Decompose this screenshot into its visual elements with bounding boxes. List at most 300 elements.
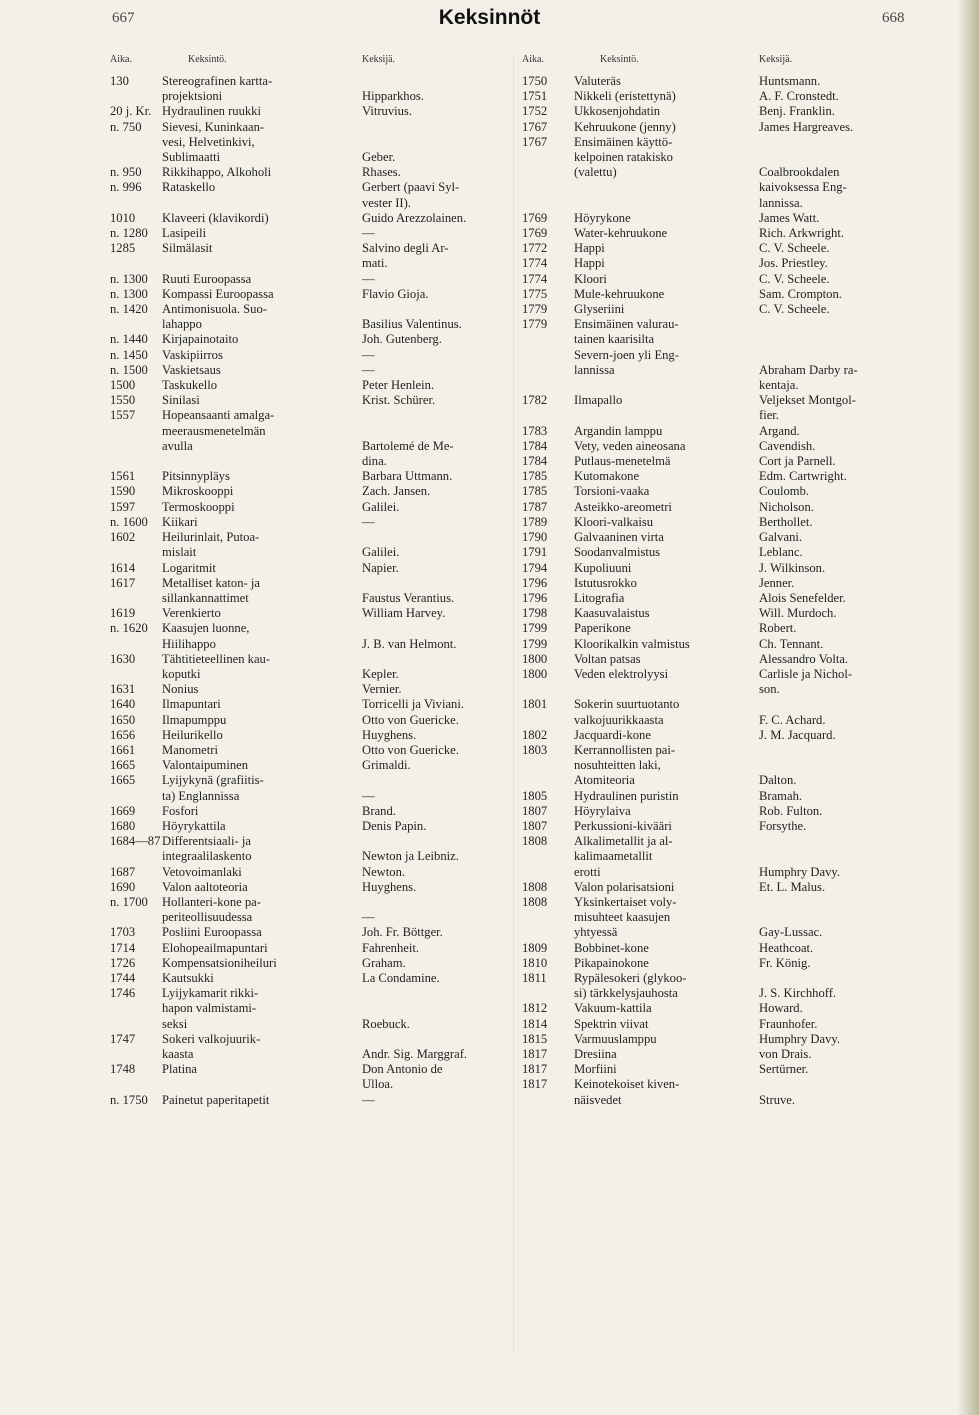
table-row [110,211,512,226]
entry-year: 1808 [522,879,548,894]
entry-year: 1640 [110,697,136,712]
page-header [0,6,979,36]
entry-inventor: Huyghens. [362,727,417,742]
entry-year: 1614 [110,560,136,575]
entry-year: 1794 [522,560,548,575]
entry-year: 1779 [522,302,548,317]
entry-inventor: Carlisle ja Nichol- son. [759,666,853,697]
entry-invention: Lyijykynä (grafiitis- ta) Englannissa [162,773,264,803]
entry-inventor: A. F. Cronstedt. [759,89,839,104]
table-row [522,743,927,789]
table-row [522,500,927,515]
table-row [110,104,512,119]
entry-inventor: Galilei. [362,545,400,560]
table-row [110,1093,512,1108]
entry-year: n. 1420 [110,302,148,317]
entry-inventor: Napier. [362,560,399,575]
entry-year: 130 [110,74,129,88]
table-row [522,104,927,119]
table-row [110,74,512,104]
table-row [110,363,512,378]
entry-year: 1809 [522,940,548,955]
entry-inventor: Coalbrookdalen kaivoksessa Eng- lannissa. [759,165,847,210]
entry-year: 1557 [110,408,136,423]
entry-year: 1783 [522,423,548,438]
table-row [110,819,512,834]
entry-invention: Argandin lamppu [574,423,663,438]
right-column [522,54,927,1108]
entry-invention: Kerrannollisten pai- nosuhteitten laki, Atomiteoria [574,742,676,788]
entry-inventor: Huntsmann. [759,74,821,88]
table-row [522,576,927,591]
entry-inventor: Benj. Franklin. [759,104,835,119]
entry-inventor: — [362,226,375,241]
table-row [110,165,512,180]
table-row [110,652,512,682]
entry-year: 1805 [522,788,548,803]
entry-invention: Perkussioni-kivääri [574,818,672,833]
entry-invention: Ilmapuntari [162,697,221,712]
entry-inventor: C. V. Scheele. [759,302,830,317]
table-row [110,561,512,576]
entry-invention: Litografia [574,590,625,605]
table-row [110,1062,512,1092]
entry-invention: Rataskello [162,180,216,195]
entry-inventor: Salvino degli Ar- mati. [362,241,449,271]
entry-invention: Antimonisuola. Suo- lahappo [162,302,267,332]
entry-year: 1769 [522,210,548,225]
entry-invention: Mule-kehruukone [574,286,665,301]
column-gutter [513,54,514,1354]
table-row [522,287,927,302]
table-row [522,241,927,256]
table-row [110,226,512,241]
book-page-edge [957,0,979,1415]
entry-inventor: Gay-Lussac. [759,925,823,940]
entry-inventor: Jos. Priestley. [759,256,828,271]
entry-invention: Metalliset katon- ja sillankannattimet [162,575,260,605]
table-row [110,956,512,971]
entry-year: 1800 [522,651,548,666]
entry-invention: Vety, veden aineosana [574,438,686,453]
entry-year: 1661 [110,742,136,757]
entry-inventor: Cort ja Parnell. [759,454,836,469]
entry-inventor: C. V. Scheele. [759,241,830,256]
entry-inventor: Ch. Tennant. [759,636,824,651]
entry-inventor: Roebuck. [362,1016,410,1031]
entry-inventor: J. M. Jacquard. [759,727,836,742]
table-row [522,89,927,104]
entry-invention: Ilmapumppu [162,712,227,727]
entry-year: n. 950 [110,165,142,180]
entry-inventor: Newton. [362,864,406,879]
page-number-left: 667 [112,10,135,26]
entry-year: 1744 [110,970,136,985]
entry-inventor: — [362,788,375,803]
entry-invention: Kaasuvalaistus [574,606,650,621]
entry-invention: Höyrykattila [162,818,226,833]
entry-invention: Rypälesokeri (glykoo- si) tärkkelysjauhosta [574,970,687,1001]
entry-year: 1703 [110,925,136,940]
entry-year: 1714 [110,940,136,955]
entry-year: 1597 [110,499,136,514]
entry-year: 1807 [522,818,548,833]
entry-year: 1500 [110,378,136,393]
entry-invention: Morfiini [574,1062,617,1077]
entry-invention: Kaasujen luonne, Hiilihappo [162,621,250,651]
entry-year: 1748 [110,1062,136,1077]
entry-inventor: Cavendish. [759,438,816,453]
entry-invention: Torsioni-vaaka [574,484,650,499]
entry-year: 1656 [110,727,136,742]
entry-inventor: Fr. König. [759,955,811,970]
entry-inventor: — [362,271,375,286]
table-row [522,652,927,667]
entry-inventor: Sertürner. [759,1062,809,1077]
entry-invention: Logaritmit [162,560,216,575]
entry-inventor: Kepler. [362,666,399,681]
table-row [522,439,927,454]
entry-inventor: Et. L. Malus. [759,879,826,894]
entry-year: 1631 [110,682,136,697]
entry-invention: Ruuti Euroopassa [162,271,252,286]
entry-year: 1784 [522,454,548,469]
entry-year: 1796 [522,590,548,605]
entry-invention: Hopeansaanti amalga- meerausmenetelmän avulla [162,408,275,453]
table-row [110,241,512,271]
entry-invention: Valontaipuminen [162,758,249,773]
entry-inventor: — [362,1092,375,1107]
entry-invention: Pitsinnypläys [162,469,230,484]
entry-invention: Jacquardi-kone [574,727,651,742]
entry-year: 1726 [110,955,136,970]
entry-inventor: J. Wilkinson. [759,560,826,575]
entry-invention: Glyseriini [574,302,625,317]
entry-year: 1817 [522,1077,548,1092]
entry-year: 1590 [110,484,136,499]
table-row [522,530,927,545]
entry-inventor: Edm. Cartwright. [759,469,847,484]
entry-invention: Happi [574,256,605,271]
table-row [110,621,512,651]
entry-year: 1774 [522,256,548,271]
table-row [110,758,512,773]
entry-inventor: Geber. [362,150,396,165]
table-row [110,469,512,484]
entry-inventor: Rich. Arkwright. [759,226,845,241]
entry-inventor: Berthollet. [759,514,813,529]
table-row [110,515,512,530]
entry-invention: Manometri [162,742,218,757]
table-row [110,332,512,347]
table-row [110,408,512,469]
table-row [522,1062,927,1077]
table-row [110,484,512,499]
entry-year: 1799 [522,636,548,651]
entry-invention: Alkalimetallit ja al- kalimaametallit erotti [574,834,673,879]
entry-inventor: La Condamine. [362,970,440,985]
page-number-right: 668 [882,10,905,26]
entry-invention: Bobbinet-kone [574,940,649,955]
entry-invention: Heilurinlait, Putoa- mislait [162,530,260,560]
entry-year: 1617 [110,575,136,590]
entry-invention: Tähtitieteellinen kau- koputki [162,651,271,681]
entry-year: n. 1280 [110,226,148,241]
entry-year: 1602 [110,530,136,545]
entry-invention: Höyrykone [574,210,631,225]
entry-invention: Kiikari [162,514,198,529]
entry-invention: Ilmapallo [574,393,623,408]
entry-year: 1772 [522,241,548,256]
entry-invention: Pikapainokone [574,955,649,970]
entry-year: n. 1620 [110,621,148,636]
entry-year: n. 996 [110,180,142,195]
entry-invention: Paperikone [574,621,631,636]
entry-inventor: Hipparkhos. [362,89,424,104]
entry-inventor: Alessandro Volta. [759,651,849,666]
table-row [522,971,927,1001]
entry-year: 1817 [522,1062,548,1077]
header-inventor: Keksijä. [362,54,396,65]
entry-year: 1561 [110,469,136,484]
entry-inventor: Gerbert (paavi Syl- vester II). [362,180,460,210]
header-year: Aika. [522,54,544,65]
entry-inventor: Guido Arezzolainen. [362,210,467,225]
entry-year: n. 1440 [110,332,148,347]
entry-inventor: Heathcoat. [759,940,814,955]
table-row [522,545,927,560]
entry-year: 1801 [522,697,548,712]
entry-invention: Kloori [574,271,607,286]
entry-invention: Yksinkertaiset voly- misuhteet kaasujen yhtyessä [574,894,677,940]
entry-year: n. 1450 [110,347,148,362]
entry-year: 1684—87 [110,834,161,849]
entry-invention: Varmuuslamppu [574,1031,657,1046]
entry-inventor: Bramah. [759,788,803,803]
entry-invention: Galvaaninen virta [574,530,664,545]
entry-invention: Platina [162,1062,197,1077]
entry-inventor: Brand. [362,803,396,818]
entry-year: 1808 [522,834,548,849]
entry-inventor: Otto von Guericke. [362,712,459,727]
table-row [110,971,512,986]
entry-year: 1814 [522,1016,548,1031]
entry-invention: Kupoliuuni [574,560,632,575]
entry-inventor: Graham. [362,955,406,970]
entry-year: 1767 [522,134,548,149]
entry-year: 1784 [522,438,548,453]
header-inventor: Keksijä. [759,54,793,65]
entry-invention: Nikkeli (eristettynä) [574,89,676,104]
entry-inventor: Denis Papin. [362,818,427,833]
entry-inventor: Sam. Crompton. [759,286,842,301]
entry-year: 1775 [522,286,548,301]
table-row [522,515,927,530]
table-row [522,728,927,743]
entry-invention: Vaskipiirros [162,347,223,362]
table-row [522,272,927,287]
entry-invention: Stereografinen kartta- projektsioni [162,74,273,104]
entry-invention: Vetovoimanlaki [162,864,242,879]
table-row [522,561,927,576]
table-row [522,819,927,834]
entry-inventor: James Watt. [759,210,820,225]
entry-inventor: Dalton. [759,773,797,788]
table-row [522,621,927,636]
table-row [110,606,512,621]
entry-year: 1665 [110,758,136,773]
entry-inventor: Howard. [759,1001,803,1016]
entry-year: 1650 [110,712,136,727]
entry-inventor: Struve. [759,1092,796,1107]
entry-inventor: — [362,910,375,925]
entry-inventor: Joh. Gutenberg. [362,332,442,347]
entry-inventor: Argand. [759,423,800,438]
entry-inventor: Galvani. [759,530,803,545]
entry-invention: Soodanvalmistus [574,545,661,560]
entry-inventor: C. V. Scheele. [759,271,830,286]
table-row [522,941,927,956]
header-invention: Keksintö. [188,54,227,65]
entry-year: n. 750 [110,119,142,134]
entry-invention: Sokerin suurtuotanto valkojuurikkaasta [574,697,680,727]
entry-inventor: Forsythe. [759,818,807,833]
entry-year: 1798 [522,606,548,621]
entry-inventor: Robert. [759,621,797,636]
table-row [110,120,512,166]
entry-invention: Water-kehruukone [574,226,668,241]
entry-invention: Voltan patsas [574,651,641,666]
entry-inventor: Humphry Davy. [759,864,841,879]
table-row [522,895,927,941]
entry-invention: Kloori-valkaisu [574,514,654,529]
entry-inventor: Otto von Guericke. [362,742,459,757]
entry-year: 1619 [110,606,136,621]
entry-invention: Valon aaltoteoria [162,879,248,894]
entry-inventor: Rob. Fulton. [759,803,823,818]
entry-invention: Klaveeri (klavikordi) [162,210,269,225]
entry-year: n. 1600 [110,514,148,529]
entry-invention: Painetut paperitapetit [162,1092,270,1107]
entry-invention: Kutomakone [574,469,640,484]
entry-year: 1769 [522,226,548,241]
entry-inventor: — [362,362,375,377]
table-row [522,256,927,271]
table-row [110,895,512,925]
entry-year: 1750 [522,74,548,88]
table-row [522,1077,927,1107]
entry-invention: Dresiina [574,1047,617,1061]
table-row [110,378,512,393]
entry-invention: Termoskooppi [162,499,235,514]
table-row [522,1047,927,1062]
table-row [522,834,927,880]
entry-invention: Posliini Euroopassa [162,925,262,940]
table-row [522,226,927,241]
entry-year: 20 j. Kr. [110,104,152,119]
entry-year: 1802 [522,727,548,742]
entry-year: 1815 [522,1031,548,1046]
entry-inventor: Veljekset Montgol- fier. [759,393,856,423]
entry-inventor: Rhases. [362,165,401,180]
table-row [522,591,927,606]
entry-year: 1817 [522,1047,548,1061]
left-column-headers [110,54,512,70]
right-column-headers [522,54,927,70]
entry-year: 1752 [522,104,548,119]
entry-invention: Sokeri valkojuurik- kaasta [162,1031,261,1061]
entry-inventor: Flavio Gioja. [362,286,429,301]
table-row [110,1032,512,1062]
table-row [522,697,927,727]
entry-year: 1812 [522,1001,548,1016]
entry-year: 1690 [110,879,136,894]
table-row [110,272,512,287]
entry-inventor: Basilius Valentinus. [362,317,462,332]
entry-inventor: J. S. Kirchhoff. [759,986,837,1001]
entry-invention: Sinilasi [162,393,200,408]
entry-year: 1747 [110,1031,136,1046]
entry-inventor: J. B. van Helmont. [362,636,457,651]
entry-inventor: von Drais. [759,1047,812,1061]
entry-year: 1790 [522,530,548,545]
entry-inventor: Andr. Sig. Marggraf. [362,1047,468,1061]
table-row [110,728,512,743]
entry-year: 1803 [522,742,548,757]
entry-invention: Putlaus-menetelmä [574,454,671,469]
entry-year: 1680 [110,818,136,833]
entry-inventor: Torricelli ja Viviani. [362,697,464,712]
entry-year: 1687 [110,864,136,879]
table-row [522,393,927,423]
table-row [110,348,512,363]
entry-inventor: Newton ja Leibniz. [362,849,459,864]
table-row [522,880,927,895]
table-row [110,530,512,560]
entry-invention: Heilurikello [162,727,223,742]
entry-inventor: Leblanc. [759,545,803,560]
left-entries [110,74,512,1108]
table-row [522,956,927,971]
table-row [110,941,512,956]
entry-invention: Silmälasit [162,241,213,256]
entry-inventor: Vitruvius. [362,104,412,119]
table-row [522,211,927,226]
entry-inventor: Humphry Davy. [759,1031,841,1046]
entry-year: 1010 [110,210,136,225]
header-year: Aika. [110,54,132,65]
entry-year: 1669 [110,803,136,818]
entry-inventor: Vernier. [362,682,402,697]
table-row [110,880,512,895]
entry-invention: Mikroskooppi [162,484,234,499]
table-row [522,317,927,393]
entry-invention: Hollanteri-kone pa- periteollisuudessa [162,894,261,925]
table-row [522,302,927,317]
entry-year: 1285 [110,241,136,256]
entry-inventor: Fraunhofer. [759,1016,818,1031]
entry-inventor: Nicholson. [759,499,814,514]
left-column [110,54,512,1108]
entry-inventor: Joh. Fr. Böttger. [362,925,443,940]
entry-invention: Sievesi, Kuninkaan- vesi, Helvetinkivi, Sublimaatti [162,119,265,165]
entry-invention: Taskukello [162,378,218,393]
table-row [522,135,927,211]
right-entries [522,74,927,1108]
table-row [110,287,512,302]
table-row [110,804,512,819]
page-title: Keksinnöt [438,6,541,29]
